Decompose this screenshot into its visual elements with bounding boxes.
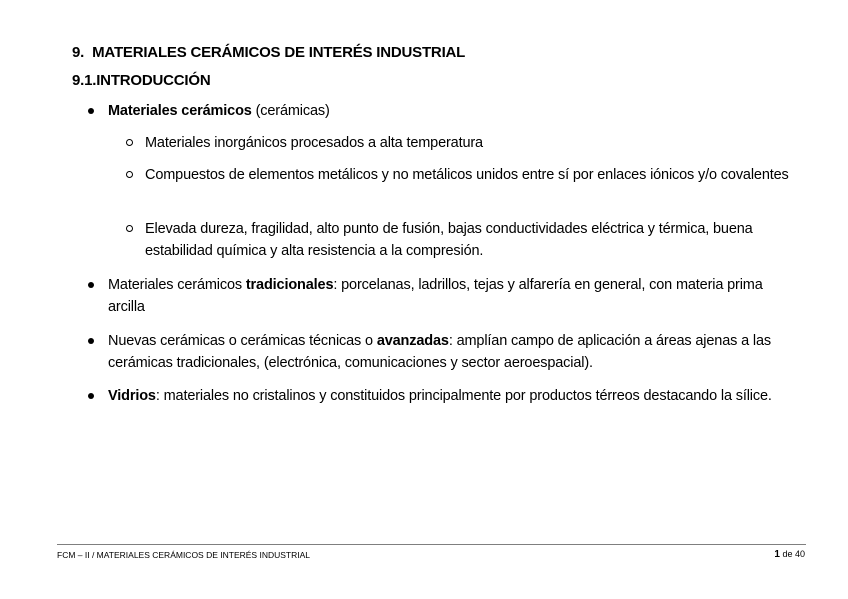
bullet-text-pre: Materiales cerámicos xyxy=(108,277,246,293)
page-number xyxy=(774,549,805,560)
bullet-avanzadas xyxy=(108,330,798,374)
bullet-dot-icon xyxy=(88,282,94,288)
total-pages: 40 xyxy=(794,549,805,559)
hollow-bullet-icon xyxy=(126,139,133,146)
current-page: 1 xyxy=(774,549,780,560)
bullet-text: (cerámicas) xyxy=(251,103,330,119)
subsection-heading: 9.1.INTRODUCCIÓN xyxy=(72,72,211,89)
bullet-text: : porcelanas, ladrillos, tejas y alfarería en general, con materia prima arcilla xyxy=(108,277,763,315)
sub-bullet-text: Materiales inorgánicos procesados a alta temperatura xyxy=(145,135,483,151)
hollow-bullet-icon xyxy=(126,171,133,178)
footer-title: FCM – II / MATERIALES CERÁMICOS DE INTERÉS INDUSTRIAL xyxy=(57,550,310,560)
sub-bullet-text: Elevada dureza, fragilidad, alto punto de fusión, bajas conductividades eléctrica y térmica, buena estabilidad química y alta resistencia a la compresión. xyxy=(145,221,753,259)
bullet-bold-text: tradicionales xyxy=(245,277,334,293)
hollow-bullet-icon xyxy=(126,225,133,232)
bullet-tradicionales xyxy=(108,274,798,318)
bullet-bold-text: avanzadas xyxy=(376,333,449,349)
footer-divider xyxy=(57,544,806,545)
bullet-text: : amplían campo de aplicación a áreas ajenas a las cerámicas tradicionales, (electrónica, comunicaciones y sector aeroespacial). xyxy=(108,333,771,371)
section-title: MATERIALES CERÁMICOS DE INTERÉS INDUSTRIAL xyxy=(92,44,466,61)
bullet-dot-icon xyxy=(88,108,94,114)
bullet-vidrios xyxy=(108,385,798,407)
bullet-text-pre: Nuevas cerámicas o cerámicas técnicas o xyxy=(108,333,377,349)
sub-bullet-inorganicos xyxy=(145,132,795,154)
bullet-bold-text: Vidrios xyxy=(108,388,156,404)
sub-bullet-compuestos xyxy=(145,164,795,186)
bullet-dot-icon xyxy=(88,338,94,344)
sub-bullet-text: Compuestos de elementos metálicos y no metálicos unidos entre sí por enlaces iónicos y/o covalentes xyxy=(145,167,789,183)
section-number: 9. xyxy=(72,44,85,61)
bullet-text: : materiales no cristalinos y constituidos principalmente por productos térreos destacando la sílice. xyxy=(155,388,772,404)
bullet-dot-icon xyxy=(88,393,94,399)
sub-bullet-propiedades xyxy=(145,218,795,262)
page-of-label: de xyxy=(779,549,795,559)
bullet-bold-text: Materiales cerámicos xyxy=(108,103,252,119)
section-heading xyxy=(72,44,465,61)
bullet-ceramicos xyxy=(108,100,798,122)
